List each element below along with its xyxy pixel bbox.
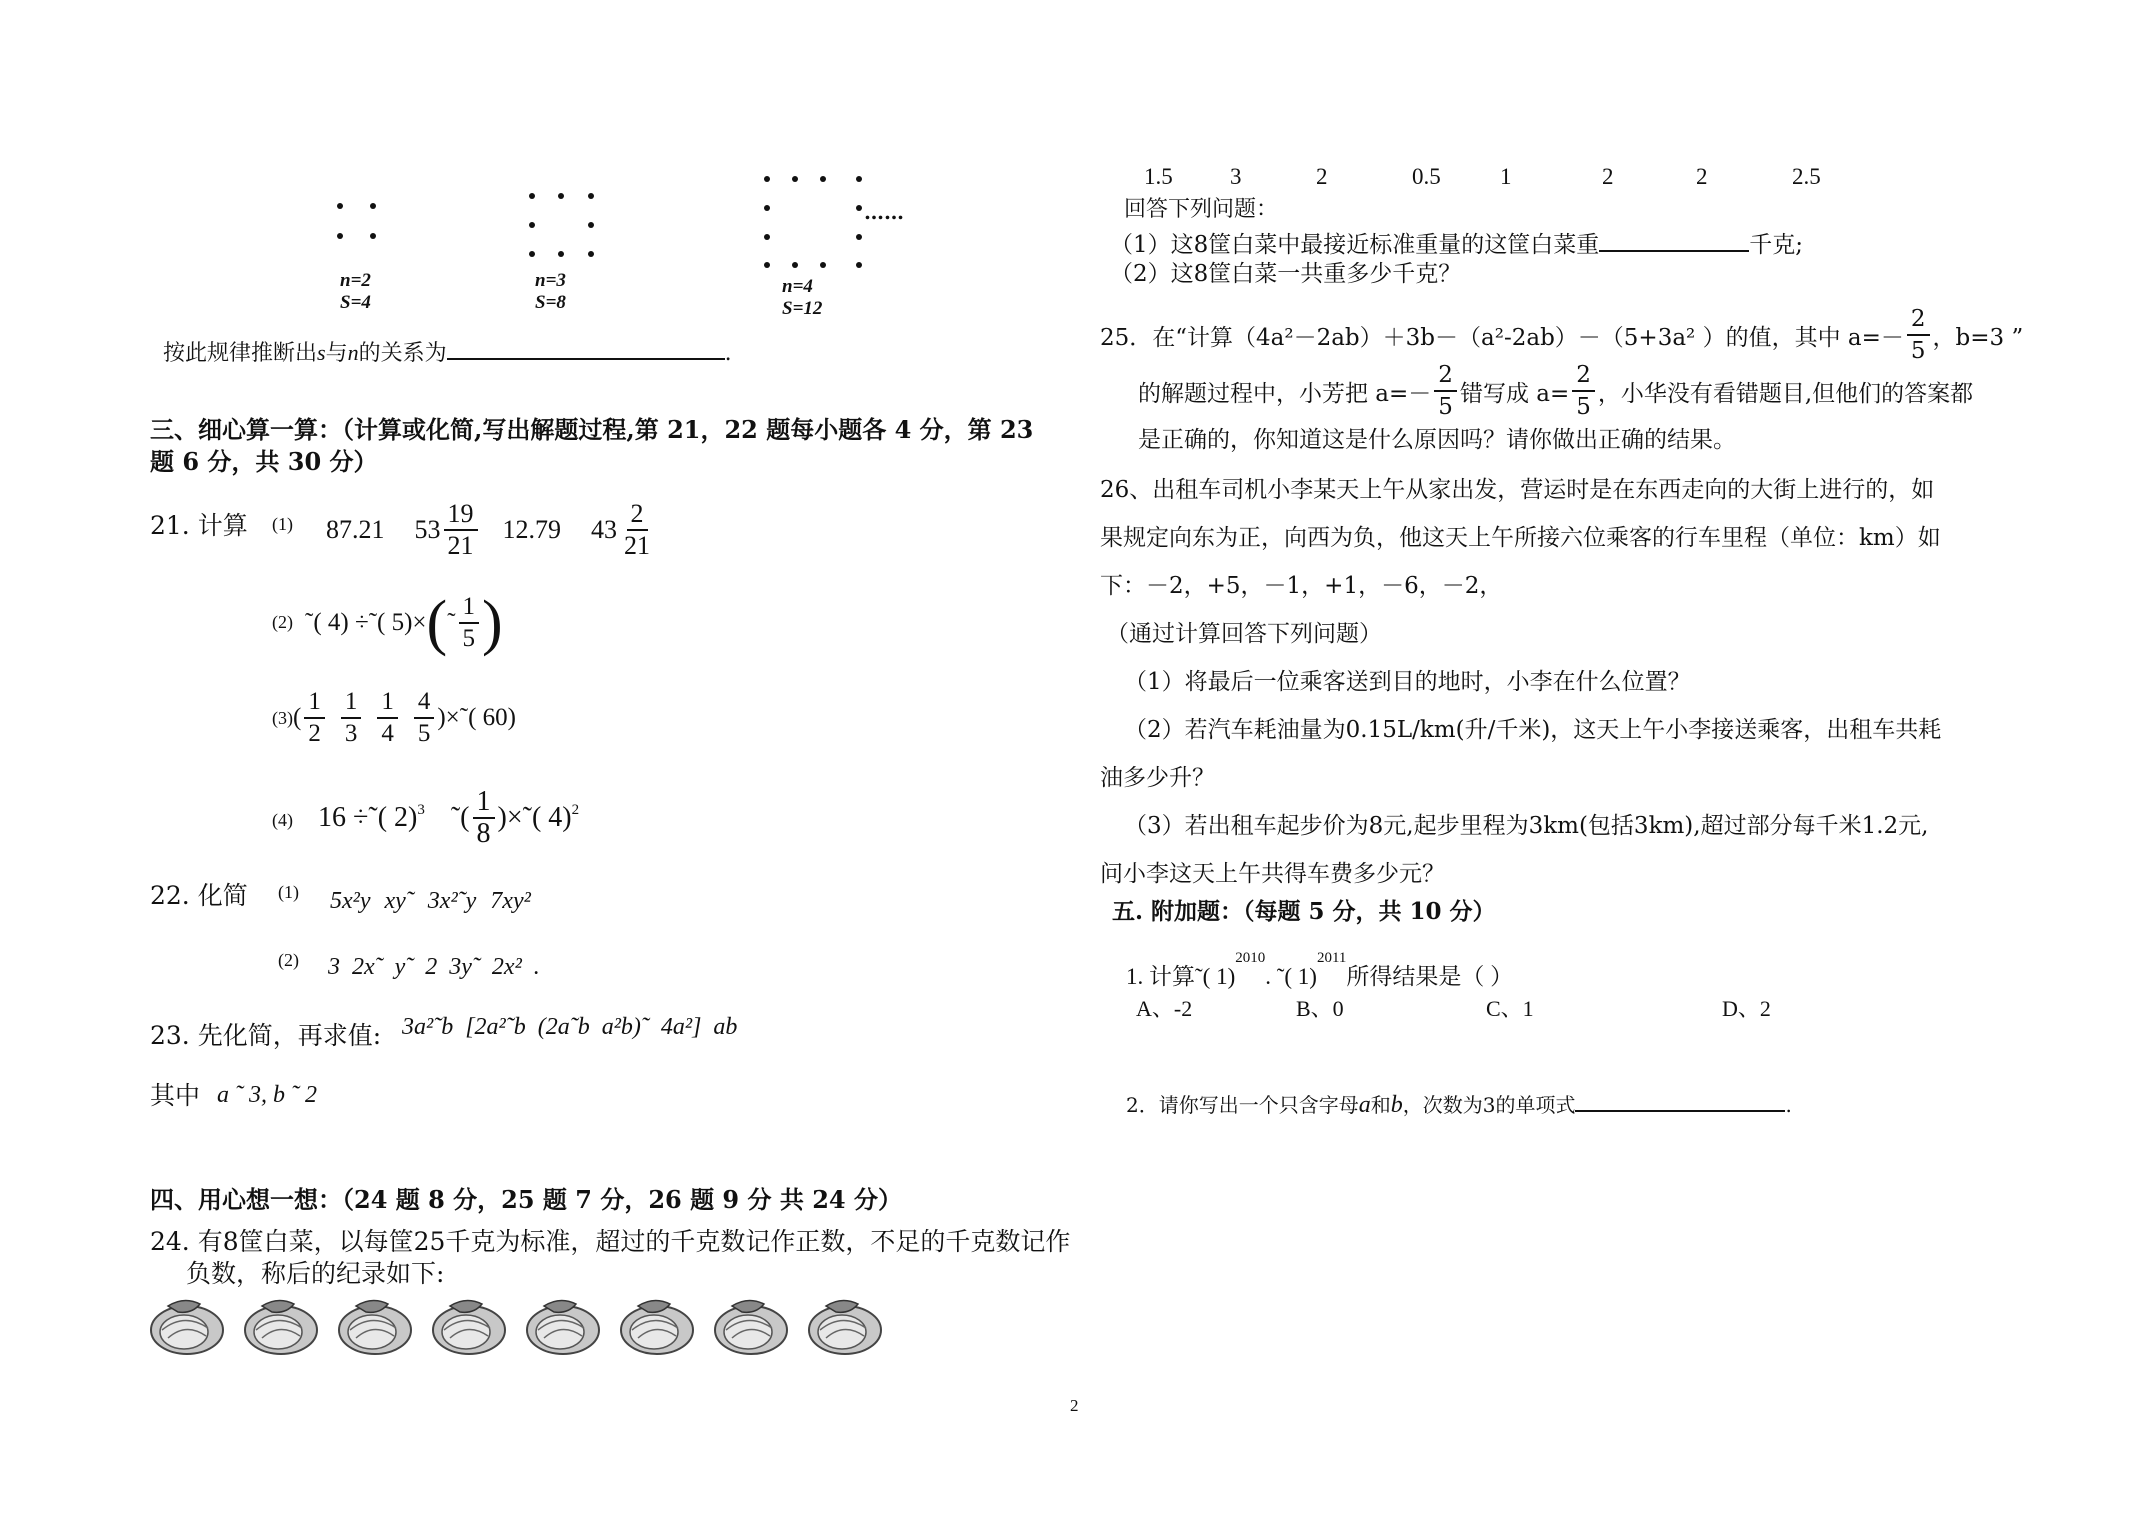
q22-label: 22. 化简: [150, 881, 248, 910]
section3-heading: 三、细心算一算：（计算或化简,写出解题过程,第 21，22 题每小题各 4 分，第 23 题 6 分，共 30 分）: [150, 415, 1034, 476]
q24-value: 2.5: [1792, 164, 1821, 189]
q23-cond: a ˜ 3, b ˜ 2: [217, 1082, 317, 1108]
q21-p4-expr: 16 ÷˜( 2) 3 ˜( $\frac{1}{8}$ )×˜( 4) 2: [318, 786, 580, 849]
q23-cond-label: 其中: [150, 1081, 201, 1110]
fraction: $\frac{1}{3}$: [341, 687, 362, 749]
bonus-q1-option-c[interactable]: C、1: [1486, 996, 1534, 1021]
q22-p2-expr: 3 2x˜ y˜ 2 3y˜ 2x² .: [328, 954, 540, 980]
cabbage-icon: [806, 1292, 884, 1356]
q24-value: 2: [1602, 164, 1614, 189]
bonus-q2: 2．请你写出一个只含字母a和b，次数为3的单项式 .: [1126, 1086, 1792, 1119]
q21-p1-expr: 87.21 53 $\frac{19}{21}$ 12.79 43 $\frac{2}{21}$: [326, 490, 657, 570]
answer-blank[interactable]: [1575, 1086, 1785, 1112]
fraction: $\frac{2}{21}$: [624, 499, 650, 560]
section5-heading: 五. 附加题：（每题 5 分，共 10 分）: [1112, 898, 1496, 925]
fraction: $\frac{2}{5}$: [1907, 304, 1930, 366]
q24-value: 3: [1230, 164, 1242, 189]
q22-p2-tag: (2): [278, 950, 299, 970]
q25-line1: 25．在“计算（4a²－2ab）＋3b－（a²-2ab）－（5+3a² ）的值，其中 a=－ $\frac{2}{5}$ ，b=3 ”: [1100, 306, 2024, 364]
q22-p1-expr: 5x²y xy˜ 3x²˜y 7xy²: [330, 888, 531, 914]
q26-body: 26、出租车司机小李某天上午从家出发，营运时是在东西走向的大街上进行的，如 果规定向东为正，向西为负，他这天上午所接六位乘客的行车里程（单位：km）如 下：－2，+5，－1，+1，－6，－2， （通过计算回答下列问题） （1）将最后一位乘客送到目的地时，小李在什么位置？ （2）若汽车耗油量为0.15L/km(升/千米)，这天上午小李接送乘客，出租车共耗 油多少升？ （3）若出租车起步价为8元,起步里程为3km(包括3km),超过部分每千米1.2元, 问小李这天上午共得车费多少元？: [1100, 477, 1942, 887]
pattern-label-n4: n=4 S=12: [782, 276, 823, 319]
q21-label: 21. 计算: [150, 511, 248, 540]
q21-p2-tag: (2): [272, 612, 293, 632]
bonus-q1: 1. 计算˜( 1)$^{2010}$. ˜( 1)$^{2011}$所得结果是（ ）: [1126, 950, 1514, 989]
cabbage-icon: [336, 1292, 414, 1356]
q21-p3-expr: ( $\frac{1}{2}$ $\frac{1}{3}$ $\frac{1}{4}$ $\frac{4}{5}$ )×˜( 60): [293, 688, 516, 747]
cabbage-icon: [242, 1292, 320, 1356]
pattern-question: 按此规律推断出s与n的关系为 .: [163, 334, 732, 367]
pattern-label-n3: n=3 S=8: [535, 270, 566, 313]
cabbage-icon: [712, 1292, 790, 1356]
q24-line2: 负数，称后的纪录如下:: [186, 1259, 445, 1288]
answer-blank[interactable]: [1599, 226, 1749, 252]
bonus-q1-option-a[interactable]: A、-2: [1136, 996, 1193, 1021]
q24-sub1: （1）这8筐白菜中最接近标准重量的这筐白菜重 千克;: [1110, 226, 1803, 261]
section4-heading: 四、用心想一想：（24 题 8 分，25 题 7 分，26 题 9 分 共 24 分）: [150, 1185, 902, 1214]
fraction: $\frac{2}{5}$: [1572, 360, 1595, 422]
fraction: $\frac{2}{5}$: [1434, 360, 1457, 422]
fraction: $\frac{19}{21}$: [444, 499, 478, 561]
answer-blank[interactable]: [447, 334, 725, 360]
fraction: $\frac{4}{5}$: [414, 687, 435, 749]
q24-value: 1.5: [1144, 164, 1173, 189]
bonus-q1-option-b[interactable]: B、0: [1296, 996, 1344, 1021]
fraction: $\frac{1}{5}$: [459, 592, 480, 654]
q24-sub2: （2）这8筐白菜一共重多少千克？: [1110, 261, 1462, 287]
q21-p4-tag: (4): [272, 810, 293, 830]
q23-label: 23. 先化简，再求值:: [150, 1021, 382, 1050]
page-number: 2: [1070, 1396, 1079, 1415]
fraction: $\frac{1}{8}$: [473, 787, 495, 849]
cabbage-icon: [524, 1292, 602, 1356]
cabbage-icon: [618, 1292, 696, 1356]
q24-value: 2: [1316, 164, 1328, 189]
q23-expr: 3a²˜b [2a²˜b (2a˜b a²b)˜ 4a²] ab: [402, 1014, 738, 1040]
q25-line3: 是正确的，你知道这是什么原因吗？请你做出正确的结果。: [1138, 427, 1736, 453]
q24-line1: 24. 有8筐白菜，以每筐25千克为标准，超过的千克数记作正数，不足的千克数记作: [150, 1227, 1071, 1256]
fraction: $\frac{1}{2}$: [304, 687, 325, 749]
bonus-q1-option-d[interactable]: D、2: [1722, 996, 1771, 1021]
pattern-label-n2: n=2 S=4: [340, 270, 371, 313]
cabbage-icon: [430, 1292, 508, 1356]
q25-line2: 的解题过程中，小芳把 a=－ $\frac{2}{5}$ 错写成 a= $\frac{2}{5}$ ，小华没有看错题目,但他们的答案都: [1138, 362, 1974, 420]
q24-value: 0.5: [1412, 164, 1441, 189]
q24-value: 1: [1500, 164, 1512, 189]
q21-p1-tag: (1): [272, 514, 293, 534]
q21-p2-expr: ˜( 4) ÷˜( 5)× ( ˜ $\frac{1}{5}$ ): [305, 589, 503, 657]
pattern-ellipsis: ……: [864, 200, 904, 224]
fraction: $\frac{1}{4}$: [377, 687, 398, 749]
q24-answer-intro: 回答下列问题：: [1124, 197, 1279, 222]
q21-p3-tag: (3): [272, 708, 293, 728]
q22-p1-tag: (1): [278, 882, 299, 902]
q24-value: 2: [1696, 164, 1708, 189]
cabbage-icon: [148, 1292, 226, 1356]
